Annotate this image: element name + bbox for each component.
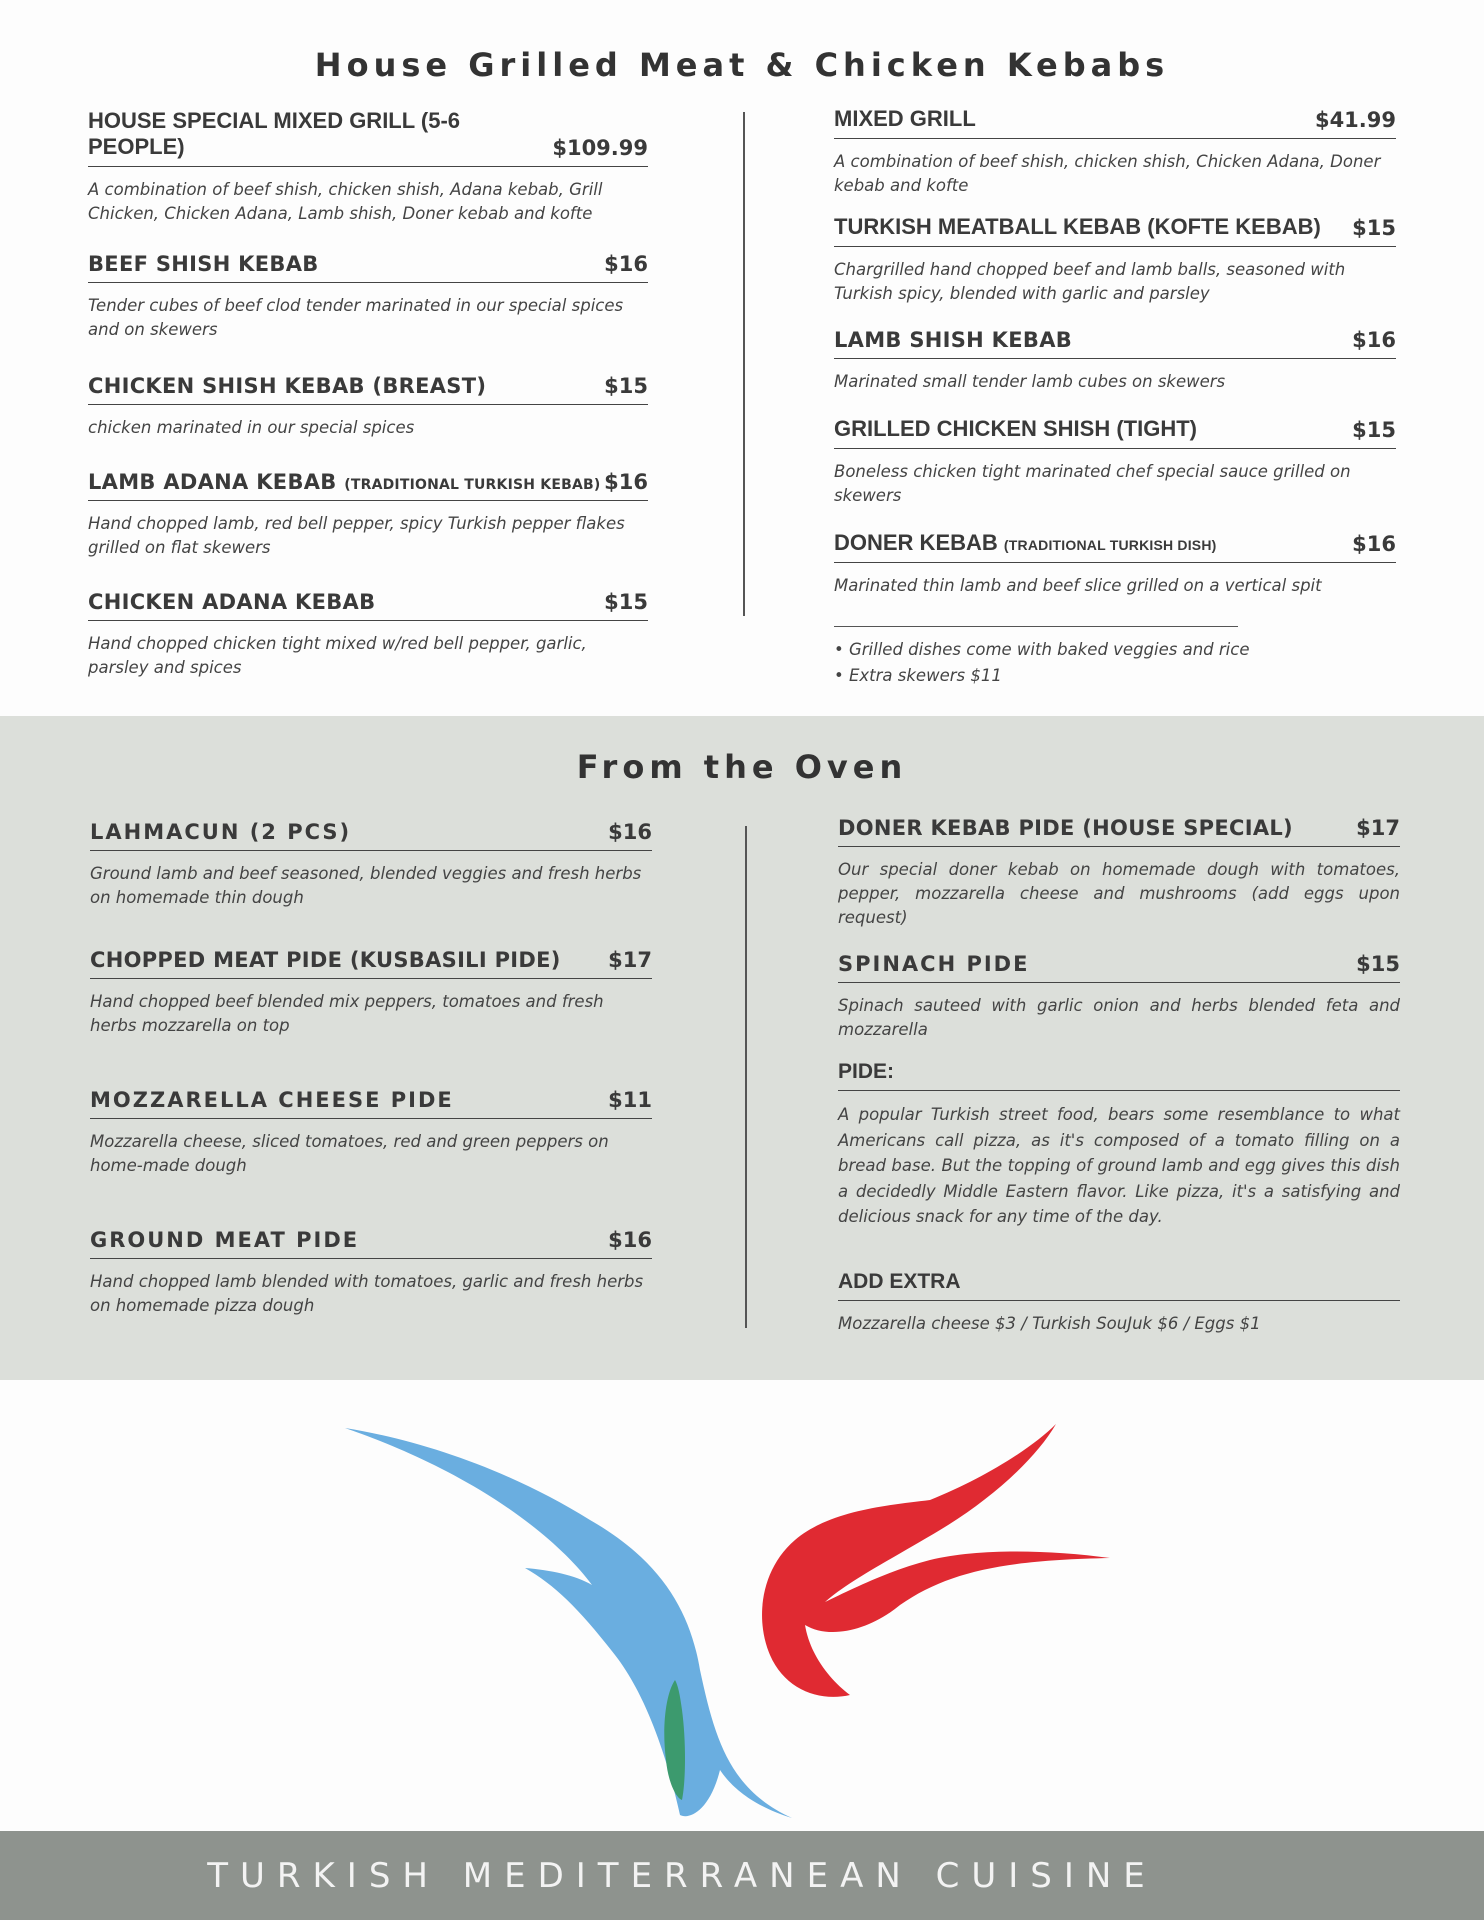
- item-price: $16: [604, 470, 648, 494]
- grill-right-column: [834, 106, 1396, 689]
- item-price: $16: [1352, 532, 1396, 556]
- item-description: Tender cubes of beef clod tender marinated in our special spices and on skewers: [88, 296, 624, 339]
- item-name: HOUSE SPECIAL MIXED GRILL (5-6 PEOPLE): [88, 108, 461, 159]
- menu-item: [834, 416, 1396, 508]
- item-name: LAMB ADANA KEBAB: [88, 470, 337, 494]
- menu-item: [90, 1088, 652, 1178]
- item-description: Our special doner kebab on homemade dough with tomatoes, pepper, mozzarella cheese and mushrooms (add eggs upon request): [838, 860, 1400, 927]
- oven-section-title: From the Oven: [576, 748, 908, 786]
- item-name: GROUND MEAT PIDE: [90, 1228, 360, 1252]
- item-price: $16: [604, 252, 648, 276]
- item-description: Marinated small tender lamb cubes on skewers: [834, 372, 1226, 391]
- notes-rule: [834, 626, 1238, 627]
- item-price: $15: [604, 374, 648, 398]
- item-name: CHOPPED MEAT PIDE (KUSBASILI PIDE): [90, 948, 561, 972]
- item-description: Marinated thin lamb and beef slice grilled on a vertical spit: [834, 576, 1322, 595]
- item-price: $15: [1356, 952, 1400, 976]
- item-price: $17: [1356, 816, 1400, 840]
- logo-blue-leaf: [345, 1428, 792, 1818]
- column-divider: [743, 112, 745, 616]
- item-name: CHICKEN ADANA KEBAB: [88, 590, 376, 614]
- add-extra: [838, 1270, 1400, 1336]
- item-description: A combination of beef shish, chicken shish, Chicken Adana, Doner kebab and kofte: [834, 152, 1381, 195]
- menu-item: [88, 374, 648, 440]
- item-description: A combination of beef shish, chicken shish, Adana kebab, Grill Chicken, Chicken Adana, Lamb shish, Doner kebab and kofte: [88, 180, 603, 223]
- item-description: Hand chopped lamb blended with tomatoes, garlic and fresh herbs on homemade pizza dough: [90, 1272, 644, 1315]
- item-price: $16: [608, 1228, 652, 1252]
- item-price: $41.99: [1314, 108, 1396, 132]
- item-name: CHICKEN SHISH KEBAB (BREAST): [88, 374, 487, 398]
- menu-item: [838, 816, 1400, 930]
- item-description: Boneless chicken tight marinated chef special sauce grilled on skewers: [834, 462, 1351, 505]
- pide-description: A popular Turkish street food, bears some resemblance to what Americans call pizza, as it's composed of a tomato filling on a bread base. But the topping of ground lamb and egg gives this dish a decidedly Middle Eastern flavor. Like pizza, it's a satisfying and delicious snack for any time of the day.: [838, 1105, 1400, 1226]
- menu-item: [88, 252, 648, 342]
- item-name: MOZZARELLA CHEESE PIDE: [90, 1088, 454, 1112]
- item-description: Hand chopped beef blended mix peppers, tomatoes and fresh herbs mozzarella on top: [90, 992, 604, 1035]
- logo-red-tulip: [762, 1424, 1110, 1697]
- item-description: Ground lamb and beef seasoned, blended veggies and fresh herbs on homemade thin dough: [90, 864, 642, 907]
- item-description: Hand chopped chicken tight mixed w/red bell pepper, garlic, parsley and spices: [88, 634, 587, 677]
- menu-item: [90, 820, 652, 910]
- oven-right-column: [838, 816, 1400, 1336]
- item-price: $11: [608, 1088, 652, 1112]
- item-name: DONER KEBAB PIDE (HOUSE SPECIAL): [838, 816, 1293, 840]
- note-line: • Extra skewers $11: [834, 666, 1002, 685]
- item-name-note: (TRADITIONAL TURKISH DISH): [1003, 537, 1217, 553]
- menu-item: [90, 1228, 652, 1318]
- menu-item: [88, 590, 648, 680]
- item-price: $15: [1352, 418, 1396, 442]
- item-name: MIXED GRILL: [834, 106, 976, 131]
- menu-item: [834, 214, 1396, 306]
- item-name: DONER KEBAB: [834, 530, 998, 555]
- item-price: $15: [1352, 216, 1396, 240]
- item-description: Spinach sauteed with garlic onion and herbs blended feta and mozzarella: [838, 996, 1400, 1039]
- grill-notes: [834, 626, 1396, 689]
- menu-item: [88, 470, 648, 560]
- item-description: chicken marinated in our special spices: [88, 418, 415, 437]
- menu-item: [838, 952, 1400, 1042]
- tulip-logo: [330, 1410, 1130, 1830]
- item-name-note: (TRADITIONAL TURKISH KEBAB): [344, 477, 601, 493]
- item-name: LAHMACUN (2 PCS): [90, 820, 352, 844]
- pide-rule: [838, 1090, 1400, 1091]
- item-name: SPINACH PIDE: [838, 952, 1030, 976]
- item-name: BEEF SHISH KEBAB: [88, 252, 319, 276]
- footer-band: [0, 1831, 1484, 1920]
- add-extra-heading: ADD EXTRA: [838, 1269, 961, 1293]
- item-price: $15: [604, 590, 648, 614]
- pide-info: [838, 1060, 1400, 1230]
- item-price: $17: [608, 948, 652, 972]
- item-name: LAMB SHISH KEBAB: [834, 328, 1073, 352]
- menu-item: [88, 108, 648, 226]
- note-line: • Grilled dishes come with baked veggies and rice: [834, 640, 1250, 659]
- column-divider: [745, 826, 747, 1328]
- pide-heading: PIDE:: [838, 1060, 895, 1083]
- item-description: Chargrilled hand chopped beef and lamb balls, seasoned with Turkish spicy, blended with garlic and parsley: [834, 260, 1346, 303]
- add-extra-rule: [838, 1300, 1400, 1301]
- add-extra-text: Mozzarella cheese $3 / Turkish SouJuk $6 / Eggs $1: [838, 1313, 1261, 1333]
- menu-item: [834, 106, 1396, 198]
- grill-left-column: [88, 108, 648, 680]
- grill-section-title: House Grilled Meat & Chicken Kebabs: [314, 46, 1170, 84]
- item-name: GRILLED CHICKEN SHISH (TIGHT): [834, 416, 1197, 441]
- item-price: $16: [608, 820, 652, 844]
- item-description: Mozzarella cheese, sliced tomatoes, red and green peppers on home-made dough: [90, 1132, 609, 1175]
- oven-left-column: [90, 820, 652, 1318]
- menu-item: [834, 530, 1396, 598]
- menu-item: [90, 948, 652, 1038]
- menu-item: [834, 328, 1396, 394]
- item-description: Hand chopped lamb, red bell pepper, spicy Turkish pepper flakes grilled on flat skewers: [88, 514, 625, 557]
- item-name: TURKISH MEATBALL KEBAB (KOFTE KEBAB): [834, 214, 1321, 239]
- item-price: $109.99: [552, 136, 648, 160]
- footer-tagline: TURKISH MEDITERRANEAN CUISINE: [207, 1855, 1157, 1896]
- item-price: $16: [1352, 328, 1396, 352]
